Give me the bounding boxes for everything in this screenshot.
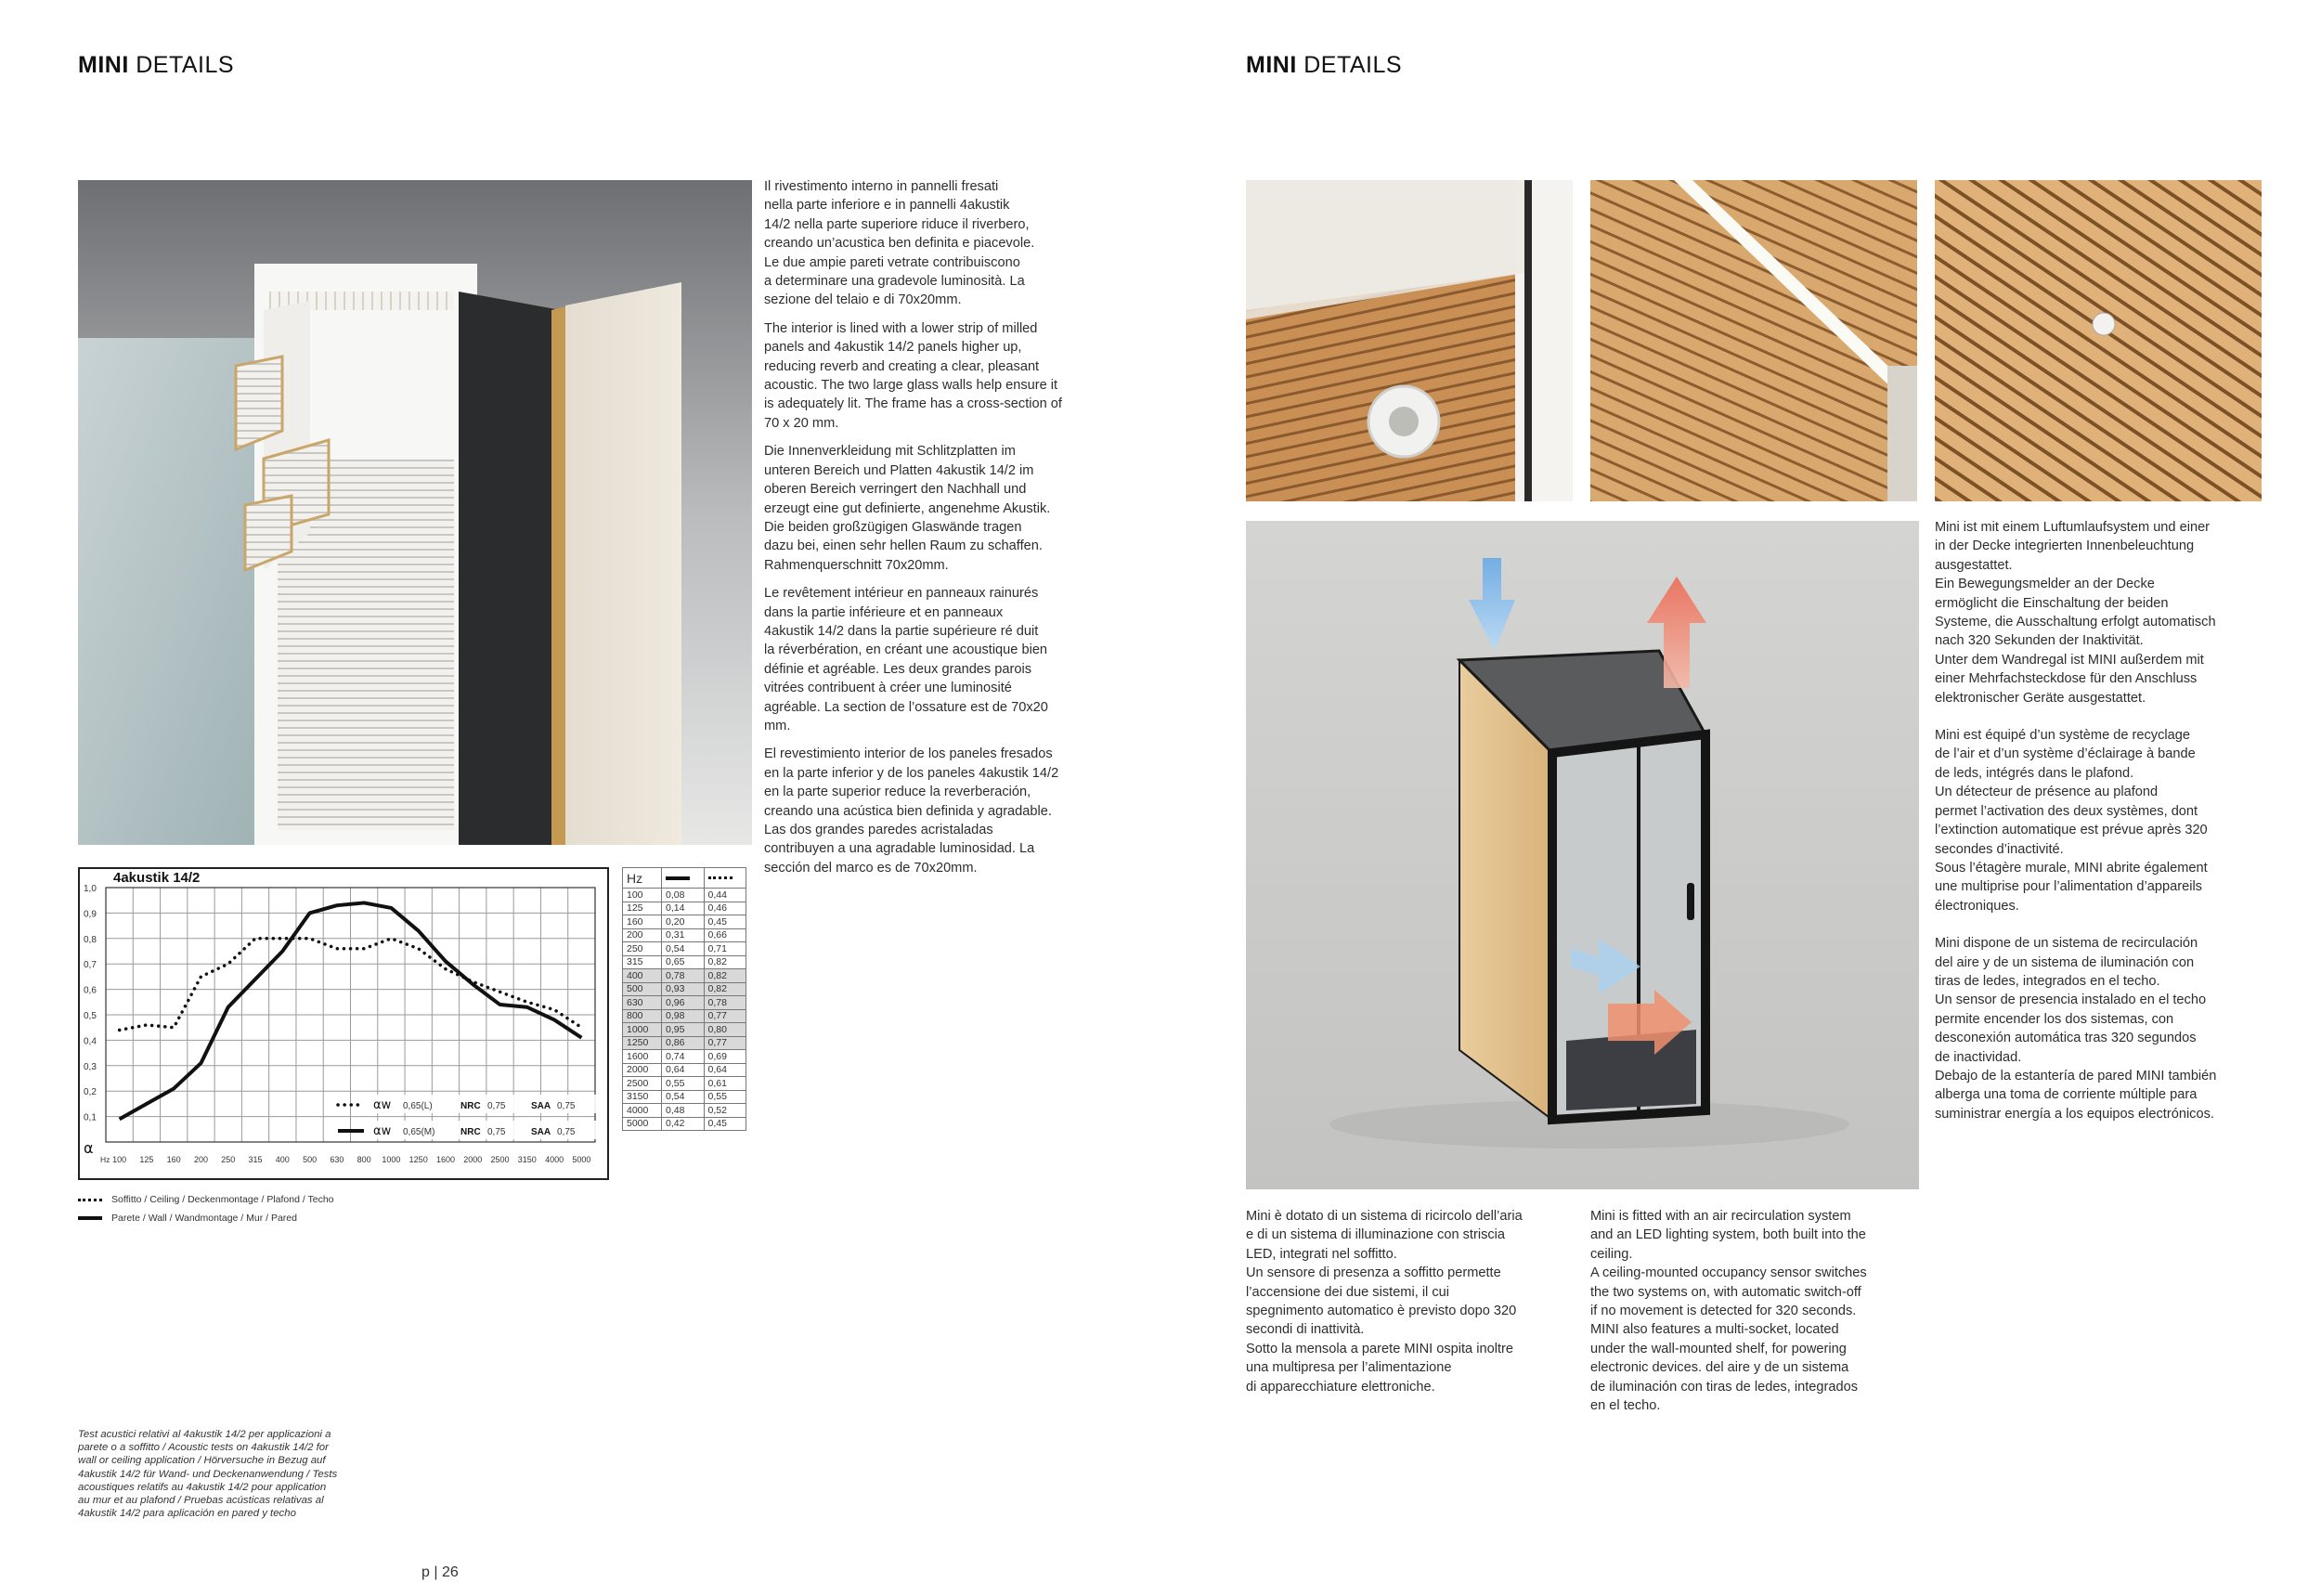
x-tick-label: 400 bbox=[275, 1155, 290, 1164]
x-tick-label: 100 bbox=[112, 1155, 127, 1164]
table-cell-wall: 0,65 bbox=[662, 955, 704, 969]
table-cell-ceiling: 0,52 bbox=[704, 1104, 746, 1118]
header-bold: MINI bbox=[1246, 52, 1297, 78]
table-cell-wall: 0,14 bbox=[662, 902, 704, 915]
table-header-solid-icon bbox=[662, 868, 704, 889]
table-header-row bbox=[623, 868, 746, 889]
annotation-saa-value: 0,75 bbox=[557, 1101, 576, 1111]
y-tick-label: 1,0 bbox=[84, 884, 97, 894]
x-tick-label: 1000 bbox=[382, 1155, 401, 1164]
annotation-saa: SAA bbox=[531, 1101, 551, 1111]
acoustic-chart bbox=[78, 867, 609, 1180]
table-cell-ceiling: 0,45 bbox=[704, 1117, 746, 1131]
table-row bbox=[623, 1077, 746, 1091]
x-tick-label: 125 bbox=[139, 1155, 154, 1164]
annotation-alpha-value: 0,65(M) bbox=[403, 1127, 435, 1137]
table-row bbox=[623, 1023, 746, 1037]
table-cell-hz: 800 bbox=[623, 1009, 662, 1023]
table-row bbox=[623, 889, 746, 902]
chart-title: 4akustik 14/2 bbox=[113, 870, 201, 886]
paragraph-french: Mini est équipé d’un système de recyclage de l’air et d’un système d’éclairage à bande de leds, intégrés dans le plafond. Un détecteur de présence au plafond permet l’activation des deux systèmes, dont l’extinction automatique est prévue après 320 secondes d’inactivité. Sous l’étagère murale, MINI abrite également une multiprise pour l’alimentation d’appareils électroniques. bbox=[1935, 728, 2208, 914]
ceiling-sensor-photo bbox=[1935, 180, 2262, 501]
table-cell-hz: 125 bbox=[623, 902, 662, 915]
table-cell-wall: 0,74 bbox=[662, 1050, 704, 1064]
left-page-header bbox=[78, 52, 234, 79]
table-row bbox=[623, 1009, 746, 1023]
test-caption: Test acustici relativi al 4akustik 14/2 per applicazioni a parete o a soffitto / Acoustic tests on 4akustik 14/2 for wall or ceiling application / Hörversuche in Bezug auf 4akustik 14/2 für Wand- und Deckenanwendung / Tests acoustiques relatifs au 4akustik 14/2 pour application au mur et au plafond / Pruebas acústicas relativas al 4akustik 14/2 para aplicación en pared y techo bbox=[78, 1429, 338, 1520]
led-ceiling-photo bbox=[1590, 180, 1917, 501]
table-cell-wall: 0,96 bbox=[662, 996, 704, 1010]
table-cell-hz: 1000 bbox=[623, 1023, 662, 1037]
left-text-column bbox=[764, 177, 1098, 887]
acoustic-chart-svg bbox=[80, 869, 607, 1178]
paragraph-french: Le revêtement intérieur en panneaux rainurés dans la partie inférieure et en panneaux 4akustik 14/2 dans la partie supérieure ré duit la réverbération, en créant une acoustique bien définie et agréable. Les deux grandes parois vitrées contribuent à créer une luminosité agréable. La section de l’ossature est de 70x20 mm. bbox=[764, 586, 1048, 733]
annotation-alpha-value: 0,65(L) bbox=[403, 1101, 433, 1111]
table-cell-ceiling: 0,64 bbox=[704, 1063, 746, 1077]
table-cell-ceiling: 0,45 bbox=[704, 915, 746, 929]
table-cell-wall: 0,64 bbox=[662, 1063, 704, 1077]
x-tick-label: 1600 bbox=[435, 1155, 455, 1164]
table-row bbox=[623, 942, 746, 956]
table-cell-hz: 630 bbox=[623, 996, 662, 1010]
table-row bbox=[623, 1090, 746, 1104]
table-cell-hz: 400 bbox=[623, 969, 662, 983]
y-tick-label: 0,5 bbox=[84, 1011, 97, 1021]
table-cell-hz: 4000 bbox=[623, 1104, 662, 1118]
annotation-nrc-value: 0,75 bbox=[487, 1101, 506, 1111]
y-tick-label: 0,3 bbox=[84, 1061, 97, 1072]
legend-dotted bbox=[78, 1194, 334, 1205]
table-row bbox=[623, 1104, 746, 1118]
table-cell-hz: 3150 bbox=[623, 1090, 662, 1104]
bottom-text-italian bbox=[1246, 1207, 1580, 1406]
table-cell-ceiling: 0,61 bbox=[704, 1077, 746, 1091]
y-tick-label: 0,2 bbox=[84, 1087, 97, 1098]
table-cell-wall: 0,55 bbox=[662, 1077, 704, 1091]
paragraph-german: Mini ist mit einem Luftumlaufsystem und einer in der Decke integrierten Innenbeleuchtung ausgestattet. Ein Bewegungsmelder an der Decke ermöglicht die Einschaltung der beiden Systeme, die Ausschaltung erfolgt automatisch nach 320 Sekunden der Inaktivität. Unter dem Wandregal ist MINI außerdem mit einer Mehrfachsteckdose für den Anschluss elektronischer Geräte ausgestattet. bbox=[1935, 520, 2216, 706]
table-cell-hz: 2500 bbox=[623, 1077, 662, 1091]
x-tick-label: 630 bbox=[330, 1155, 344, 1164]
x-tick-label: 160 bbox=[166, 1155, 181, 1164]
table-header-hz: Hz bbox=[623, 868, 662, 889]
x-tick-label: 1250 bbox=[408, 1155, 428, 1164]
table-cell-ceiling: 0,46 bbox=[704, 902, 746, 915]
legend-solid bbox=[78, 1213, 297, 1224]
table-row bbox=[623, 915, 746, 929]
y-tick-label: 0,1 bbox=[84, 1112, 97, 1123]
y-axis-label: α bbox=[84, 1139, 94, 1157]
table-header-dotted-icon bbox=[704, 868, 746, 889]
table-cell-hz: 100 bbox=[623, 889, 662, 902]
table-cell-wall: 0,48 bbox=[662, 1104, 704, 1118]
table-row bbox=[623, 902, 746, 915]
table-row bbox=[623, 1117, 746, 1131]
legend-dotted-label: Soffitto / Ceiling / Deckenmontage / Plafond / Techo bbox=[111, 1194, 334, 1205]
table-row bbox=[623, 955, 746, 969]
table-cell-wall: 0,78 bbox=[662, 969, 704, 983]
header-light: DETAILS bbox=[1303, 52, 1403, 78]
y-tick-label: 0,9 bbox=[84, 909, 97, 920]
y-tick-label: 0,8 bbox=[84, 934, 97, 945]
table-row bbox=[623, 1063, 746, 1077]
table-cell-ceiling: 0,66 bbox=[704, 928, 746, 942]
x-tick-label: 4000 bbox=[545, 1155, 564, 1164]
annotation-saa: SAA bbox=[531, 1127, 551, 1137]
table-cell-hz: 500 bbox=[623, 982, 662, 996]
legend-solid-label: Parete / Wall / Wandmontage / Mur / Pared bbox=[111, 1213, 297, 1224]
table-row bbox=[623, 1050, 746, 1064]
table-cell-ceiling: 0,82 bbox=[704, 982, 746, 996]
paragraph-spanish: Mini dispone de un sistema de recirculación del aire y de un sistema de iluminación con tiras de ledes, integrados en el techo. Un sensor de presencia instalado en el techo permite encender los dos sistemas, con desconexión automática tras 320 segundos de inactividad. Debajo de la estantería de pared MINI también alberga una toma de corriente múltiple para suministrar energía a los equipos electrónicos. bbox=[1935, 936, 2217, 1122]
table-cell-wall: 0,93 bbox=[662, 982, 704, 996]
annotation-alpha: αw bbox=[373, 1098, 392, 1112]
right-page-header bbox=[1246, 52, 1402, 79]
x-tick-label: 250 bbox=[221, 1155, 236, 1164]
y-tick-label: 0,4 bbox=[84, 1036, 97, 1047]
y-tick-label: 0,6 bbox=[84, 985, 97, 996]
annotation-alpha: αw bbox=[373, 1124, 392, 1138]
table-cell-wall: 0,98 bbox=[662, 1009, 704, 1023]
paragraph-english: Mini is fitted with an air recirculation system and an LED lighting system, both built into the ceiling. A ceiling-mounted occupancy sensor switches the two systems on, with automatic switch-off if no movement is detected for 320 seconds. MINI also features a multi-socket, located under the wall-mounted shelf, for powering electronic devices. del aire y de un sistema de iluminación con tiras de ledes, integrados en el techo. bbox=[1590, 1209, 1867, 1414]
solid-line-icon bbox=[78, 1216, 102, 1220]
table-cell-ceiling: 0,77 bbox=[704, 1009, 746, 1023]
table-cell-hz: 200 bbox=[623, 928, 662, 942]
y-tick-label: 0,7 bbox=[84, 960, 97, 971]
table-row bbox=[623, 982, 746, 996]
paragraph-italian: Mini è dotato di un sistema di ricircolo dell’aria e di un sistema di illuminazione con striscia LED, integrati nel soffitto. Un sensore di presenza a soffitto permette l’accensione dei due sistemi, il cui spegnimento automatico è previsto dopo 320 secondi di inattività. Sotto la mensola a parete MINI ospita inoltre una multipresa per l’alimentazione di apparecchiature elettroniche. bbox=[1246, 1209, 1523, 1395]
table-cell-hz: 160 bbox=[623, 915, 662, 929]
x-tick-label: 2500 bbox=[490, 1155, 510, 1164]
table-cell-ceiling: 0,82 bbox=[704, 955, 746, 969]
table-cell-wall: 0,20 bbox=[662, 915, 704, 929]
right-text-column bbox=[1935, 518, 2269, 1133]
table-body bbox=[623, 889, 746, 1131]
table-cell-ceiling: 0,80 bbox=[704, 1023, 746, 1037]
dotted-line-icon bbox=[78, 1199, 102, 1201]
table-cell-hz: 1600 bbox=[623, 1050, 662, 1064]
x-tick-label: 800 bbox=[357, 1155, 371, 1164]
x-tick-label: 315 bbox=[248, 1155, 263, 1164]
table-cell-hz: 1250 bbox=[623, 1036, 662, 1050]
table-cell-ceiling: 0,78 bbox=[704, 996, 746, 1010]
x-tick-label: 5000 bbox=[572, 1155, 591, 1164]
acoustic-panel-photo bbox=[78, 180, 752, 845]
annotation-saa-value: 0,75 bbox=[557, 1127, 576, 1137]
x-tick-label: 500 bbox=[303, 1155, 318, 1164]
paragraph-italian: Il rivestimento interno in pannelli fresati nella parte inferiore e in pannelli 4akustik 14/2 nella parte superiore riduce il riverbero, creando un’acustica ben definita e piacevole. Le due ampie pareti vetrate contribuiscono a determinare una gradevole luminosità. La sezione del telaio e di 70x20mm. bbox=[764, 179, 1035, 308]
table-row bbox=[623, 969, 746, 983]
table-cell-hz: 5000 bbox=[623, 1117, 662, 1131]
table-cell-ceiling: 0,69 bbox=[704, 1050, 746, 1064]
x-tick-label: 2000 bbox=[463, 1155, 483, 1164]
table-row bbox=[623, 1036, 746, 1050]
table-cell-ceiling: 0,82 bbox=[704, 969, 746, 983]
header-light: DETAILS bbox=[136, 52, 235, 78]
table-cell-ceiling: 0,71 bbox=[704, 942, 746, 956]
annotation-nrc: NRC bbox=[460, 1101, 481, 1111]
table-cell-hz: 2000 bbox=[623, 1063, 662, 1077]
table-cell-hz: 250 bbox=[623, 942, 662, 956]
bottom-text-english bbox=[1590, 1207, 1925, 1424]
booth-airflow-illustration bbox=[1246, 521, 1919, 1189]
table-cell-ceiling: 0,55 bbox=[704, 1090, 746, 1104]
acoustic-table-container bbox=[622, 867, 746, 1180]
x-axis-label: Hz bbox=[100, 1155, 110, 1164]
x-tick-label: 200 bbox=[193, 1155, 208, 1164]
table-cell-ceiling: 0,77 bbox=[704, 1036, 746, 1050]
table-cell-wall: 0,08 bbox=[662, 889, 704, 902]
annotation-nrc-value: 0,75 bbox=[487, 1127, 506, 1137]
paragraph-english: The interior is lined with a lower strip of milled panels and 4akustik 14/2 panels higher up, reducing reverb and creating a clear, pleasant acoustic. The two large glass walls help ensure it is adequately lit. The frame has a cross-section of 70 x 20 mm. bbox=[764, 320, 1062, 431]
paragraph-spanish: El revestimiento interior de los paneles fresados en la parte inferior y de los paneles 4akustik 14/2 en la parte superior reduce la reverberación, creando una acústica bien definida y agradable. Las dos grandes paredes acristaladas contribuyen a una agradable luminosidad. La sección del marco es de 70x20mm. bbox=[764, 746, 1059, 876]
table-cell-wall: 0,31 bbox=[662, 928, 704, 942]
table-cell-wall: 0,54 bbox=[662, 1090, 704, 1104]
page-number: p | 26 bbox=[421, 1564, 459, 1580]
acoustic-table bbox=[622, 867, 746, 1131]
header-bold: MINI bbox=[78, 52, 129, 78]
paragraph-german: Die Innenverkleidung mit Schlitzplatten im unteren Bereich und Platten 4akustik 14/2 im oberen Bereich verringert den Nachhall und erzeugt eine gut definierte, angenehme Akustik. Die beiden großzügigen Glaswände tragen dazu bei, einen sehr hellen Raum zu schaffen. Rahmenquerschnitt 70x20mm. bbox=[764, 444, 1051, 573]
socket-detail-photo bbox=[1246, 180, 1573, 501]
table-row bbox=[623, 928, 746, 942]
table-row bbox=[623, 996, 746, 1010]
table-cell-wall: 0,42 bbox=[662, 1117, 704, 1131]
table-cell-wall: 0,54 bbox=[662, 942, 704, 956]
table-cell-hz: 315 bbox=[623, 955, 662, 969]
x-tick-label: 3150 bbox=[517, 1155, 537, 1164]
table-cell-ceiling: 0,44 bbox=[704, 889, 746, 902]
table-cell-wall: 0,86 bbox=[662, 1036, 704, 1050]
annotation-nrc: NRC bbox=[460, 1127, 481, 1137]
table-cell-wall: 0,95 bbox=[662, 1023, 704, 1037]
